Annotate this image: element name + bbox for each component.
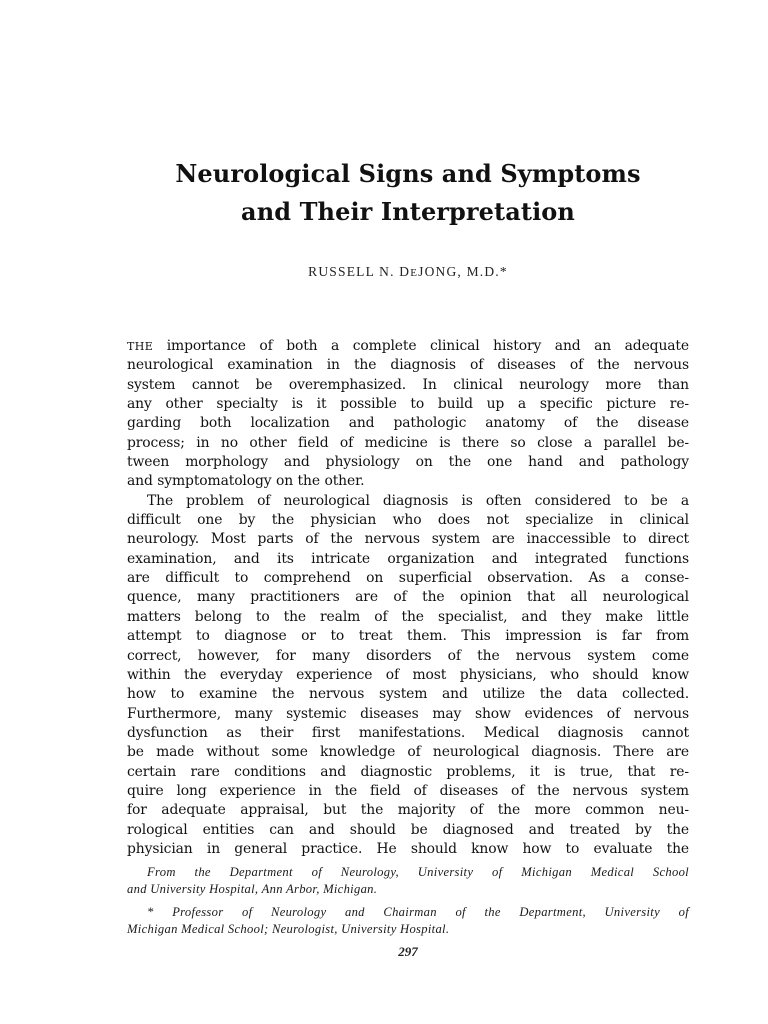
footnote-1-line: From the Department of Neurology, University of Michigan Medical School <box>147 865 689 879</box>
paragraph-2-line: how to examine the nervous system and utilize the data collected. <box>127 686 689 703</box>
paragraph-2-line: matters belong to the realm of the specialist, and they make little <box>127 608 689 625</box>
paragraph-2-line: physician in general practice. He should know how to evaluate the <box>127 840 689 857</box>
paragraph-2-line: correct, however, for many disorders of the nervous system come <box>127 647 689 664</box>
article-title-line-1: Neurological Signs and Symptoms <box>175 159 641 188</box>
footnote-author-position <box>127 904 689 938</box>
paragraph-2-line: examination, and its intricate organization and integrated functions <box>127 550 689 567</box>
author-byline <box>100 264 716 280</box>
paragraph-2-line: attempt to diagnose or to treat them. This impression is far from <box>127 628 689 645</box>
lead-word: THE <box>127 340 154 353</box>
paragraph-1-line-1-text: importance of both a complete clinical history and an adequate <box>153 338 689 354</box>
paragraph-1-line: neurological examination in the diagnosis of diseases of the nervous <box>127 357 689 374</box>
paragraph-2-line: dysfunction as their first manifestations. Medical diagnosis cannot <box>127 724 689 741</box>
paragraph-2-line: rological entities can and should be diagnosed and treated by the <box>127 821 689 838</box>
paragraph-2-line: quire long experience in the field of diseases of the nervous system <box>127 782 689 799</box>
paragraph-1-line-1 <box>127 337 689 356</box>
paragraph-1-line: and symptomatology on the other. <box>127 473 365 490</box>
paragraph-1-line: any other specialty is it possible to build up a specific picture re- <box>127 396 689 413</box>
article-title-line-2: and Their Interpretation <box>241 197 575 226</box>
paragraph-2-line: quence, many practitioners are of the opinion that all neurological <box>127 589 689 606</box>
paragraph-1-line: process; in no other field of medicine is there so close a parallel be- <box>127 434 689 451</box>
page-number: 297 <box>398 944 418 959</box>
paragraph-1-line: garding both localization and pathologic anatomy of the disease <box>127 415 689 432</box>
footnote-2-line: Michigan Medical School; Neurologist, University Hospital. <box>127 922 450 936</box>
footnote-2-line: * Professor of Neurology and Chairman of the Department, University of <box>147 905 689 919</box>
footnote-1-line: and University Hospital, Ann Arbor, Michigan. <box>127 882 378 896</box>
paragraph-2-line: within the everyday experience of most physicians, who should know <box>127 666 689 683</box>
paragraph-2-line: be made without some knowledge of neurological diagnosis. There are <box>127 744 689 761</box>
paragraph-2-line: difficult one by the physician who does not specialize in clinical <box>127 512 689 529</box>
author-name-part-2: E <box>410 267 419 279</box>
article-body <box>127 337 689 859</box>
author-name-part-1: RUSSELL N. D <box>308 264 411 279</box>
paragraph-2-line: neurology. Most parts of the nervous system are inaccessible to direct <box>127 531 689 548</box>
paragraph-2-line: certain rare conditions and diagnostic problems, it is true, that re- <box>127 763 689 780</box>
author-name-part-3: JONG, M.D.* <box>418 264 508 279</box>
paragraph-1-line: system cannot be overemphasized. In clinical neurology more than <box>127 376 689 393</box>
paragraph-2-line: The problem of neurological diagnosis is often considered to be a <box>147 492 689 509</box>
paragraph-2-line: are difficult to comprehend on superficial observation. As a conse- <box>127 570 689 587</box>
paragraph-2-line: Furthermore, many systemic diseases may show evidences of nervous <box>127 705 689 722</box>
footnote-affiliation <box>127 864 689 898</box>
paragraph-2-line: for adequate appraisal, but the majority of the more common neu- <box>127 802 689 819</box>
paragraph-1-line: tween morphology and physiology on the one hand and pathology <box>127 454 689 471</box>
